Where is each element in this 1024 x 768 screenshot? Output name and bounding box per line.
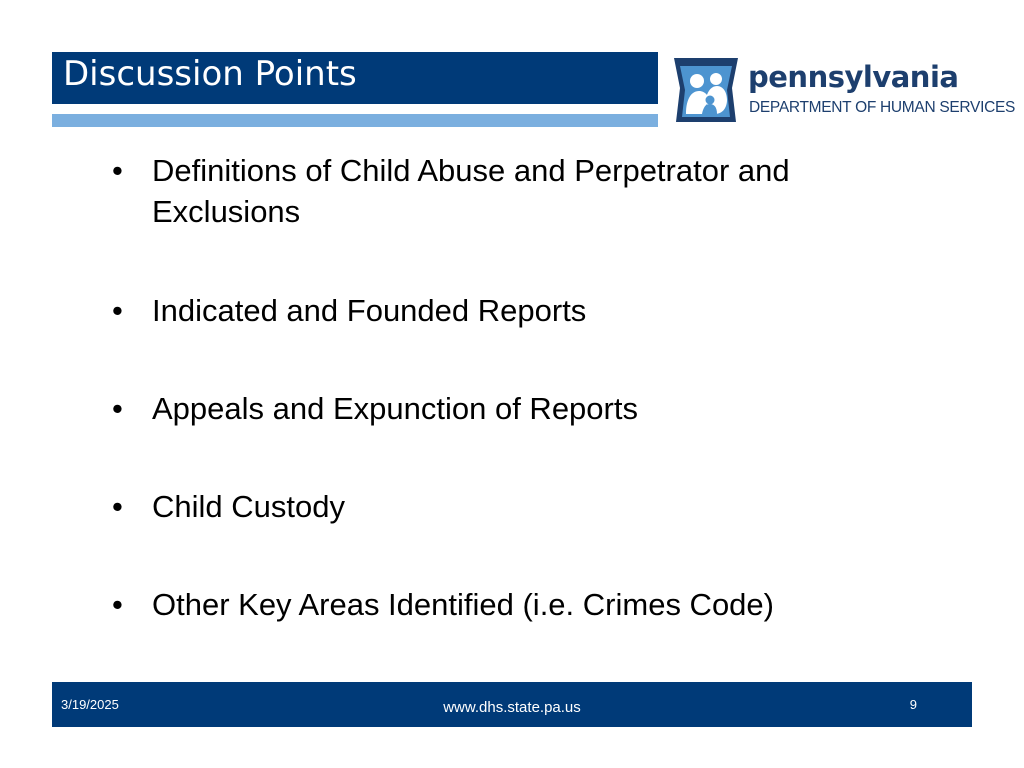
- logo-name: pennsylvania: [748, 60, 959, 94]
- bullet-marker: •: [112, 153, 123, 188]
- footer-bar: [52, 682, 972, 727]
- title-underline: [52, 114, 658, 127]
- bullet-text: Other Key Areas Identified (i.e. Crimes Code): [152, 587, 774, 622]
- bullet-text: Indicated and Founded Reports: [152, 293, 587, 328]
- keystone-family-icon: [670, 54, 742, 126]
- pa-dhs-logo: [670, 54, 1016, 128]
- bullet-list: [110, 150, 890, 625]
- bullet-text: Child Custody: [152, 489, 345, 524]
- title-bar: [52, 52, 658, 104]
- slide-title: Discussion Points: [63, 54, 357, 94]
- bullet-item: [110, 290, 890, 388]
- bullet-text: Appeals and Expunction of Reports: [152, 391, 638, 426]
- bullet-text: Definitions of Child Abuse and Perpetrator and Exclusions: [152, 153, 790, 229]
- bullet-marker: •: [112, 489, 123, 524]
- bullet-item: [110, 486, 890, 584]
- page-number: 9: [909, 697, 917, 712]
- bullet-marker: •: [112, 587, 123, 622]
- footer-date: 3/19/2025: [61, 697, 119, 712]
- footer-url: www.dhs.state.pa.us: [443, 699, 581, 716]
- bullet-item: [110, 388, 890, 486]
- bullet-marker: •: [112, 293, 123, 328]
- bullet-item: [110, 150, 890, 290]
- bullet-marker: •: [112, 391, 123, 426]
- bullet-item: [110, 584, 890, 625]
- logo-department: DEPARTMENT OF HUMAN SERVICES: [749, 99, 1016, 116]
